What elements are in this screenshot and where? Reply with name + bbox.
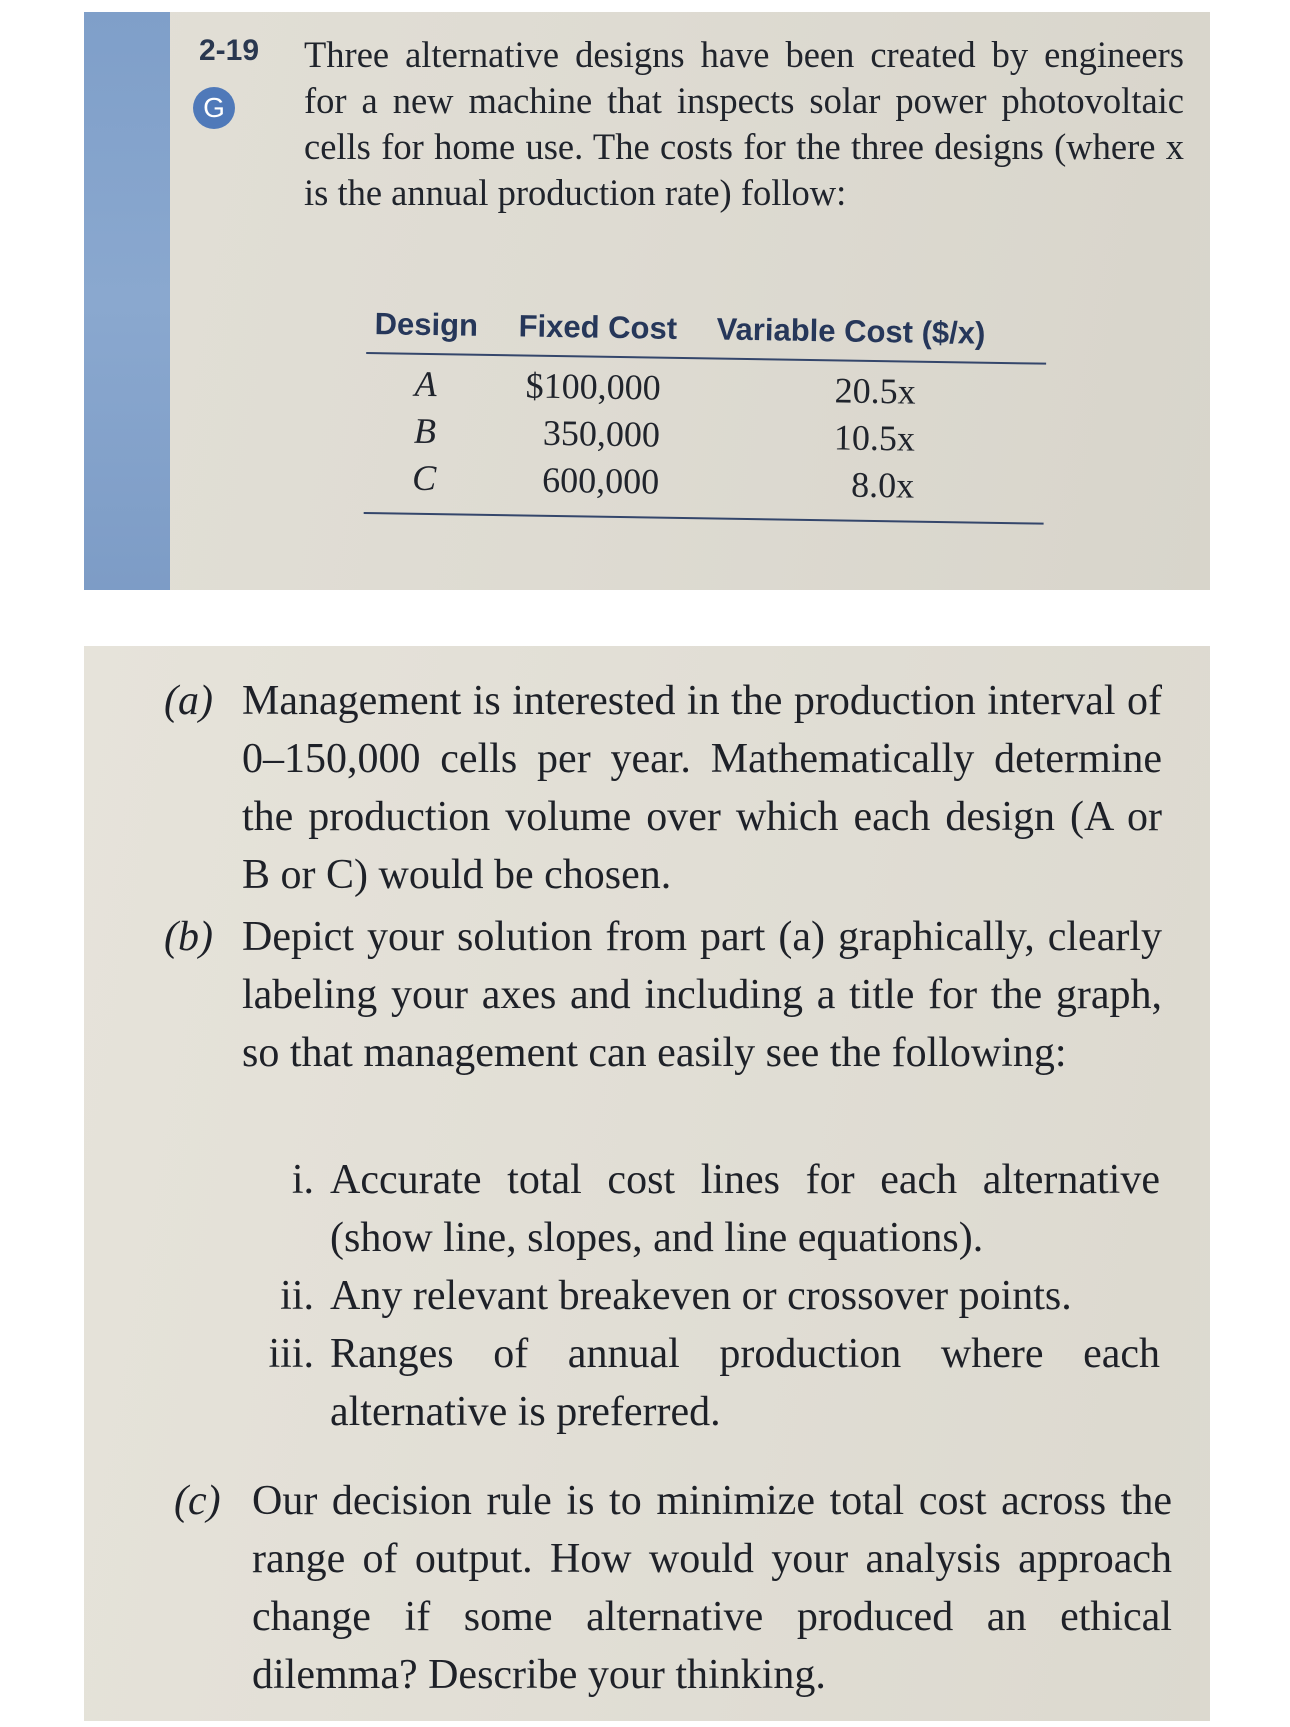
header-variable-cost: Variable Cost ($/x) xyxy=(716,311,986,351)
part-b xyxy=(164,908,1164,1148)
header-fixed-cost: Fixed Cost xyxy=(518,308,678,346)
g-badge-icon: G xyxy=(193,87,235,129)
problem-statement-photo xyxy=(84,12,1210,590)
item-iii-text: Ranges of annual production where each alternative is preferred. xyxy=(330,1331,1160,1435)
row-b-variable: 10.5x xyxy=(833,417,916,459)
row-a-design: A xyxy=(414,363,438,405)
row-c-fixed: 600,000 xyxy=(541,459,660,502)
part-b-item-iii xyxy=(234,1325,1164,1441)
item-iii-number: iii. xyxy=(268,1331,314,1377)
blue-margin-bar xyxy=(84,12,170,590)
row-c-design: C xyxy=(411,457,437,499)
table-header-row xyxy=(366,302,1047,365)
part-a-text: Management is interested in the production interval of 0–150,000 cells per year. Mathematically determine the production volume over which each design (A or B or C) would be chosen. xyxy=(242,678,1162,898)
part-a-label: (a) xyxy=(164,678,213,724)
part-c-label: (c) xyxy=(174,1478,221,1524)
problem-number: 2-19 xyxy=(199,34,260,67)
problem-intro: Three alternative designs have been created by engineers for a new machine that inspects solar power photovoltaic cells for home use. The costs for the three designs (where x is the annual production rate) follow: xyxy=(304,34,1184,213)
part-b-text: Depict your solution from part (a) graphically, clearly labeling your axes and including a title for the graph, so that management can easily see the following: xyxy=(242,914,1162,1076)
item-ii-text: Any relevant breakeven or crossover points. xyxy=(330,1273,1072,1319)
questions-photo xyxy=(84,646,1210,1721)
item-ii-number: ii. xyxy=(280,1273,314,1319)
row-b-design: B xyxy=(413,410,437,452)
row-b-fixed: 350,000 xyxy=(542,412,661,455)
item-i-text: Accurate total cost lines for each alternative (show line, slopes, and line equations). xyxy=(330,1157,1160,1261)
part-b-label: (b) xyxy=(164,914,213,960)
row-a-variable: 20.5x xyxy=(834,370,916,412)
cost-table xyxy=(366,302,1047,506)
part-b-item-i xyxy=(234,1151,1164,1267)
part-c-text: Our decision rule is to minimize total cost across the range of output. How would your analysis approach change if some alternative produced an ethical dilemma? Describe your thinking. xyxy=(252,1478,1172,1698)
row-c-variable: 8.0x xyxy=(850,464,915,506)
part-a xyxy=(164,672,1164,912)
item-i-number: i. xyxy=(291,1157,314,1203)
part-b-item-ii xyxy=(234,1267,1164,1325)
header-design: Design xyxy=(374,306,479,343)
row-a-fixed: $100,000 xyxy=(525,365,662,408)
part-c xyxy=(174,1472,1174,1712)
table-bottom-rule xyxy=(364,512,1044,525)
